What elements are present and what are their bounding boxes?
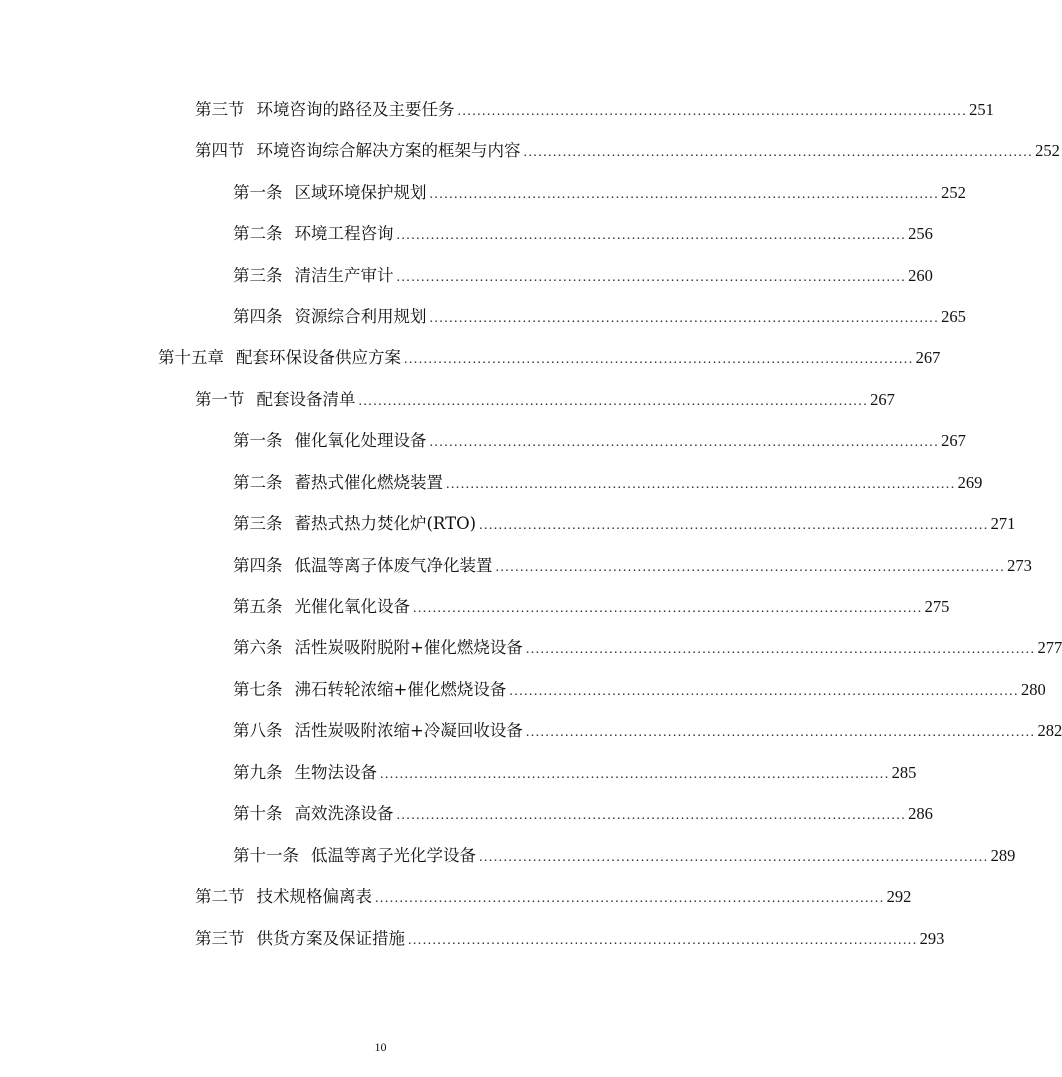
toc-entry[interactable] <box>233 429 966 453</box>
toc-entry-page: 282 <box>1037 721 1062 740</box>
toc-entry-number: 第二条 <box>233 473 283 492</box>
toc-entry-label <box>233 471 443 495</box>
toc-entry-label <box>233 844 476 868</box>
toc-entry-page: 267 <box>941 431 966 450</box>
toc-entry-label <box>233 305 427 329</box>
toc-entry-number: 第八条 <box>233 721 283 740</box>
toc-entry-label <box>233 554 493 578</box>
toc-entry-label <box>233 719 523 743</box>
toc-leader-dots: ........................................................................................................ <box>525 642 1036 657</box>
toc-leader-dots: ........................................................................................................ <box>523 145 1034 160</box>
toc-entry-page: 256 <box>908 224 933 243</box>
toc-leader-dots: ........................................................................................................ <box>358 394 869 409</box>
toc-entry-title: 高效洗涤设备 <box>294 804 394 823</box>
toc-entry-page: 252 <box>1035 141 1060 160</box>
toc-leader-dots: ........................................................................................................ <box>380 767 890 782</box>
toc-entry-number: 第三条 <box>233 514 283 533</box>
toc-entry-page: 292 <box>886 887 912 906</box>
toc-leader-dots: ........................................................................................................ <box>429 187 940 202</box>
toc-leader-dots: ........................................................................................................ <box>404 352 914 367</box>
toc-entry-label <box>233 802 394 826</box>
toc-entry-title: 蓄热式热力焚化炉(RTO) <box>294 514 477 533</box>
toc-entry-number: 第二节 <box>195 887 245 906</box>
toc-entry-number: 第一条 <box>233 183 283 202</box>
toc-entry[interactable] <box>195 139 1060 163</box>
toc-entry-number: 第三条 <box>233 266 283 285</box>
toc-leader-dots: ........................................................................................................ <box>446 477 956 492</box>
toc-entry-number: 第四条 <box>233 556 283 575</box>
toc-leader-dots: ........................................................................................................ <box>375 891 885 906</box>
toc-entry[interactable] <box>233 761 917 785</box>
toc-entry-label <box>195 139 521 163</box>
toc-leader-dots: ........................................................................................................ <box>408 933 918 948</box>
toc-entry-page: 273 <box>1007 556 1032 575</box>
toc-entry-title: 环境工程咨询 <box>294 224 394 243</box>
toc-entry-number: 第二条 <box>233 224 283 243</box>
toc-entry-title: 配套环保设备供应方案 <box>236 348 401 367</box>
toc-entry-label <box>158 346 401 370</box>
toc-entry-page: 269 <box>957 473 983 492</box>
toc-entry-label <box>195 98 455 122</box>
page-number: 10 <box>374 1040 387 1054</box>
toc-entry-title: 环境咨询综合解决方案的框架与内容 <box>256 141 521 160</box>
toc-entry-title: 低温等离子光化学设备 <box>311 846 476 865</box>
toc-entry[interactable] <box>233 181 966 205</box>
toc-entry-number: 第十一条 <box>233 846 299 865</box>
toc-entry-title: 区域环境保护规划 <box>294 183 427 202</box>
toc-entry-number: 第六条 <box>233 638 283 657</box>
toc-entry-page: 267 <box>870 390 895 409</box>
toc-entry-label <box>233 512 476 536</box>
toc-entry[interactable] <box>233 222 933 246</box>
toc-entry-number: 第七条 <box>233 680 283 699</box>
toc-entry-label <box>233 181 427 205</box>
toc-entry-title: 活性炭吸附脱附+催化燃烧设备 <box>294 638 523 657</box>
toc-entry[interactable] <box>195 98 994 122</box>
toc-entry-title: 清洁生产审计 <box>294 266 394 285</box>
toc-entry-label <box>233 761 377 785</box>
toc-entry-number: 第四条 <box>233 307 283 326</box>
toc-entry-label <box>233 222 394 246</box>
toc-entry-page: 252 <box>941 183 966 202</box>
toc-entry-title: 技术规格偏离表 <box>256 887 372 906</box>
toc-entry-label <box>233 264 394 288</box>
toc-entry-page: 293 <box>919 929 945 948</box>
toc-leader-dots: ........................................................................................................ <box>429 435 940 450</box>
toc-entry-page: 265 <box>941 307 966 326</box>
toc-entry-title: 低温等离子体废气净化装置 <box>294 556 493 575</box>
toc-entry[interactable] <box>195 388 895 412</box>
toc-entry-page: 285 <box>891 763 917 782</box>
toc-leader-dots: ........................................................................................................ <box>509 684 1019 699</box>
toc-entry-number: 第十条 <box>233 804 283 823</box>
toc-entry-label <box>195 388 356 412</box>
toc-entry-title: 生物法设备 <box>294 763 377 782</box>
toc-entry-title: 蓄热式催化燃烧装置 <box>294 473 443 492</box>
toc-entry-number: 第九条 <box>233 763 283 782</box>
toc-leader-dots: ........................................................................................................ <box>457 104 968 119</box>
toc-entry-number: 第三节 <box>195 929 245 948</box>
toc-entry-title: 沸石转轮浓缩+催化燃烧设备 <box>294 680 507 699</box>
toc-entry[interactable] <box>233 844 1016 868</box>
toc-entry-number: 第五条 <box>233 597 283 616</box>
toc-entry[interactable] <box>233 678 1046 702</box>
toc-entry[interactable] <box>233 719 1062 743</box>
toc-entry-page: 267 <box>915 348 941 367</box>
toc-entry-label <box>233 595 410 619</box>
toc-entry[interactable] <box>195 885 912 909</box>
toc-entry-title: 光催化氧化设备 <box>294 597 410 616</box>
toc-leader-dots: ........................................................................................................ <box>413 601 923 616</box>
toc-entry[interactable] <box>158 346 941 370</box>
toc-entry-label <box>233 429 427 453</box>
toc-entry[interactable] <box>233 802 933 826</box>
toc-entry[interactable] <box>233 305 966 329</box>
toc-entry[interactable] <box>233 471 983 495</box>
toc-entry-page: 286 <box>908 804 933 823</box>
toc-entry-title: 催化氧化处理设备 <box>294 431 427 450</box>
toc-entry-number: 第一条 <box>233 431 283 450</box>
toc-entry-title: 环境咨询的路径及主要任务 <box>256 100 455 119</box>
toc-leader-dots: ........................................................................................................ <box>479 850 989 865</box>
toc-entry-page: 280 <box>1020 680 1046 699</box>
toc-entry-number: 第三节 <box>195 100 245 119</box>
toc-entry-label <box>195 885 372 909</box>
toc-entry-number: 第四节 <box>195 141 245 160</box>
toc-entry-number: 第一节 <box>195 390 245 409</box>
toc-leader-dots: ........................................................................................................ <box>396 808 907 823</box>
toc-entry-title: 活性炭吸附浓缩+冷凝回收设备 <box>294 721 523 740</box>
toc-entry[interactable] <box>233 554 1032 578</box>
toc-leader-dots: ........................................................................................................ <box>396 228 907 243</box>
toc-entry-title: 资源综合利用规划 <box>294 307 427 326</box>
toc-entry-label <box>233 678 506 702</box>
toc-entry-label <box>233 636 523 660</box>
toc-leader-dots: ........................................................................................................ <box>429 311 940 326</box>
toc-leader-dots: ........................................................................................................ <box>396 270 907 285</box>
toc-entry-page: 275 <box>924 597 950 616</box>
toc-entry-title: 配套设备清单 <box>256 390 356 409</box>
toc-entry-page: 277 <box>1037 638 1062 657</box>
toc-entry-page: 251 <box>969 100 994 119</box>
toc-entry[interactable] <box>233 595 950 619</box>
toc-entry-page: 271 <box>990 514 1016 533</box>
toc-entry[interactable] <box>233 512 1016 536</box>
toc-entry-page: 289 <box>990 846 1016 865</box>
toc-leader-dots: ........................................................................................................ <box>495 560 1006 575</box>
toc-entry-number: 第十五章 <box>158 348 224 367</box>
toc-entry[interactable] <box>233 636 1062 660</box>
toc-entry-title: 供货方案及保证措施 <box>256 929 405 948</box>
toc-entry[interactable] <box>233 264 933 288</box>
toc-entry-page: 260 <box>908 266 933 285</box>
toc-entry[interactable] <box>195 927 945 951</box>
toc-entry-label <box>195 927 405 951</box>
toc-leader-dots: ........................................................................................................ <box>479 518 989 533</box>
toc-leader-dots: ........................................................................................................ <box>525 725 1036 740</box>
